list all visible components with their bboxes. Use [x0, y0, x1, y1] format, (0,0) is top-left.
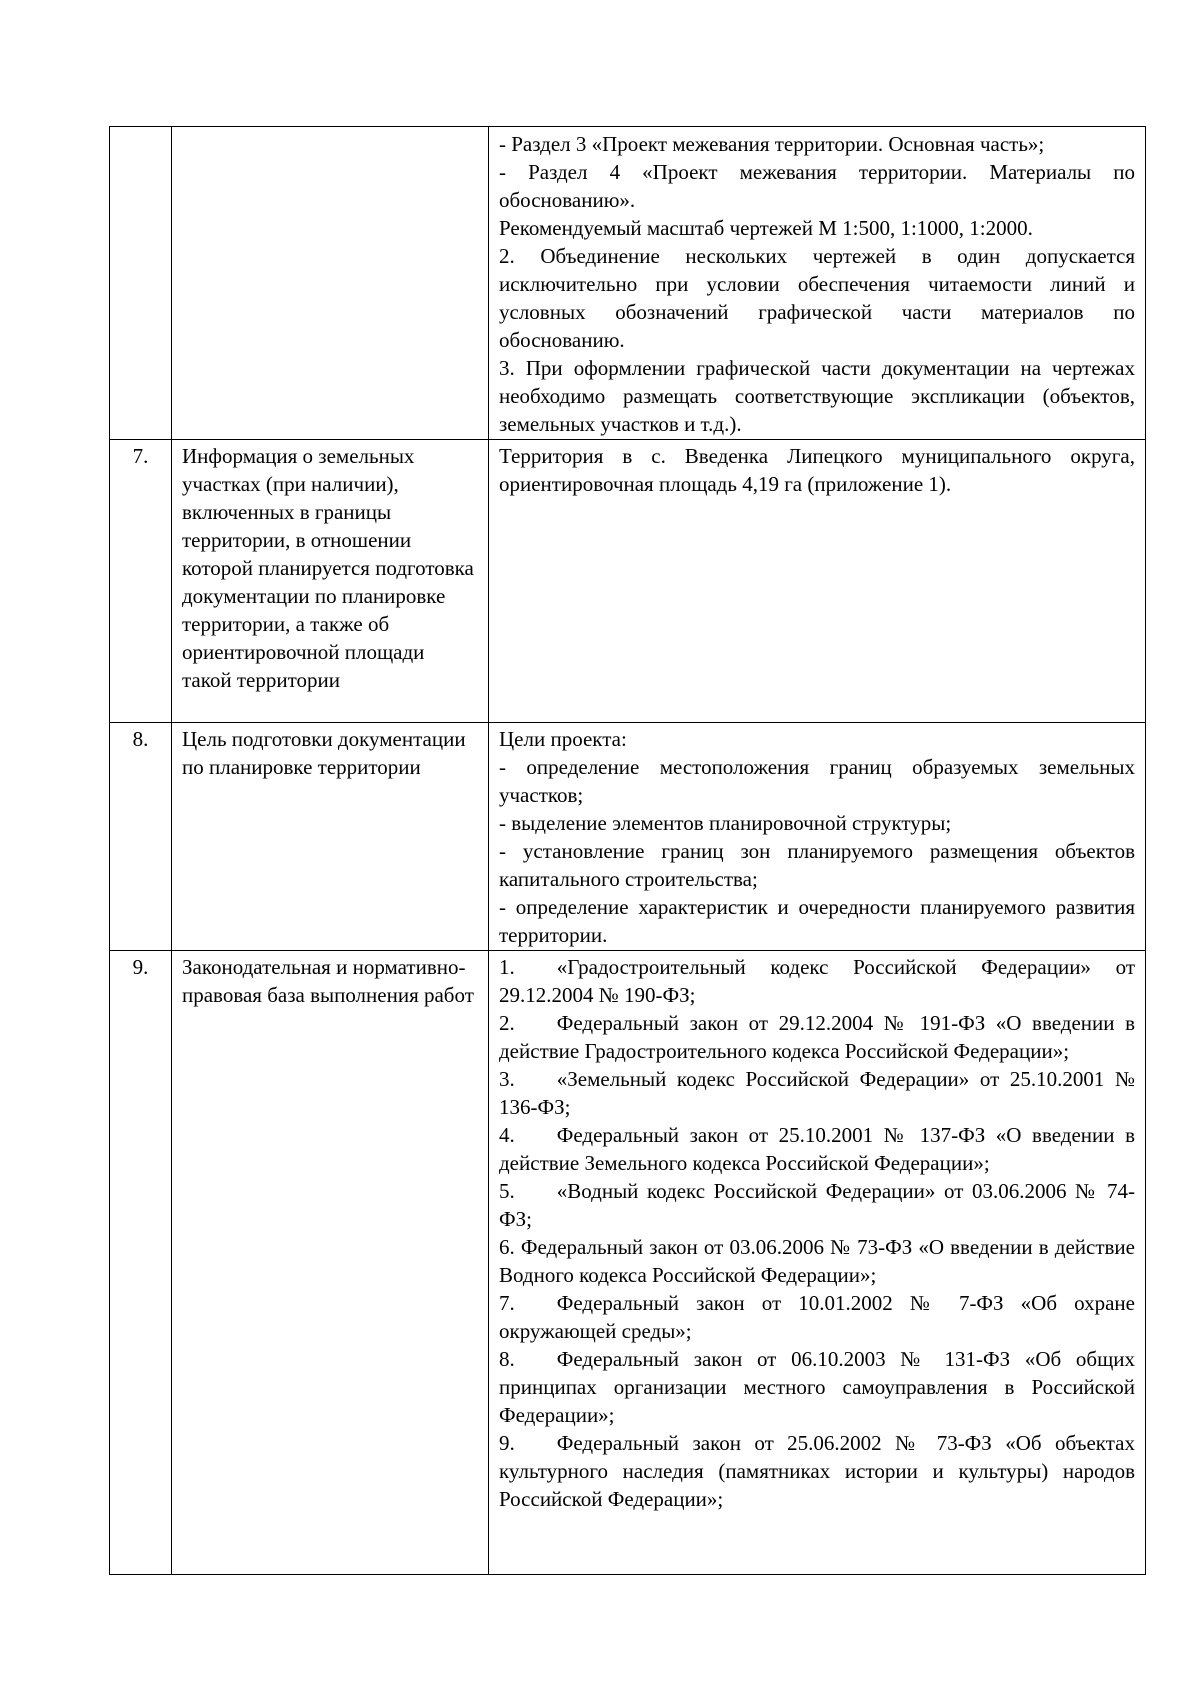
row-number: 8.	[110, 723, 172, 951]
content-line: - определение местоположения границ образуемых земельных участков;	[499, 755, 1135, 807]
content-line: 4. Федеральный закон от 25.10.2001 № 137-ФЗ «О введении в действие Земельного кодекса Российской Федерации»;	[499, 1123, 1135, 1175]
row-content	[489, 951, 1146, 1575]
content-line: Рекомендуемый масштаб чертежей М 1:500, 1:1000, 1:2000.	[499, 216, 1033, 240]
table-row	[110, 723, 1146, 951]
content-line: 8. Федеральный закон от 06.10.2003 № 131-ФЗ «Об общих принципах организации местного самоуправления в Российской Федерации»;	[499, 1347, 1135, 1427]
row-topic: Законодательная и нормативно-правовая база выполнения работ	[172, 951, 489, 1575]
content-line: - выделение элементов планировочной структуры;	[499, 811, 952, 835]
row-topic	[172, 127, 489, 440]
content-line: 3. «Земельный кодекс Российской Федерации» от 25.10.2001 № 136-ФЗ;	[499, 1067, 1135, 1119]
content-line: Цели проекта:	[499, 727, 627, 751]
row-content	[489, 723, 1146, 951]
row-topic: Цель подготовки документации по планировке территории	[172, 723, 489, 951]
content-line: - Раздел 3 «Проект межевания территории. Основная часть»;	[499, 132, 1045, 156]
table-row	[110, 440, 1146, 723]
content-line: 6. Федеральный закон от 03.06.2006 № 73-ФЗ «О введении в действие Водного кодекса Российской Федерации»;	[499, 1235, 1135, 1287]
specification-table	[109, 126, 1146, 1575]
table-row	[110, 127, 1146, 440]
content-line: 7. Федеральный закон от 10.01.2002 № 7-ФЗ «Об охране окружающей среды»;	[499, 1291, 1135, 1343]
content-line: - установление границ зон планируемого размещения объектов капитального строительства;	[499, 839, 1135, 891]
content-line: 1. «Градостроительный кодекс Российской Федерации» от 29.12.2004 № 190-ФЗ;	[499, 955, 1135, 1007]
row-content	[489, 440, 1146, 723]
row-content	[489, 127, 1146, 440]
row-number	[110, 127, 172, 440]
row-number: 9.	[110, 951, 172, 1575]
content-line: 2. Объединение нескольких чертежей в один допускается исключительно при условии обеспечения читаемости линий и условных обозначений графической части материалов по обоснованию.	[499, 244, 1135, 352]
content-line: 2. Федеральный закон от 29.12.2004 № 191-ФЗ «О введении в действие Градостроительного кодекса Российской Федерации»;	[499, 1011, 1135, 1063]
table-row	[110, 951, 1146, 1575]
content-line: 3. При оформлении графической части документации на чертежах необходимо размещать соответствующие экспликации (объектов, земельных участков и т.д.).	[499, 356, 1135, 436]
content-line: - Раздел 4 «Проект межевания территории. Материалы по обоснованию».	[499, 160, 1135, 212]
content-line: Территория в с. Введенка Липецкого муниципального округа, ориентировочная площадь 4,19 га (приложение 1).	[499, 444, 1135, 496]
content-line: 9. Федеральный закон от 25.06.2002 № 73-ФЗ «Об объектах культурного наследия (памятниках истории и культуры) народов Российской Федерации»;	[499, 1431, 1135, 1511]
content-line: - определение характеристик и очередности планируемого развития территории.	[499, 895, 1135, 947]
content-line: 5. «Водный кодекс Российской Федерации» от 03.06.2006 № 74-ФЗ;	[499, 1179, 1135, 1231]
row-number: 7.	[110, 440, 172, 723]
row-topic: Информация о земельных участках (при наличии), включенных в границы территории, в отношении которой планируется подготовка документации по планировке территории, а также об ориентировочной площади такой территории	[172, 440, 489, 723]
